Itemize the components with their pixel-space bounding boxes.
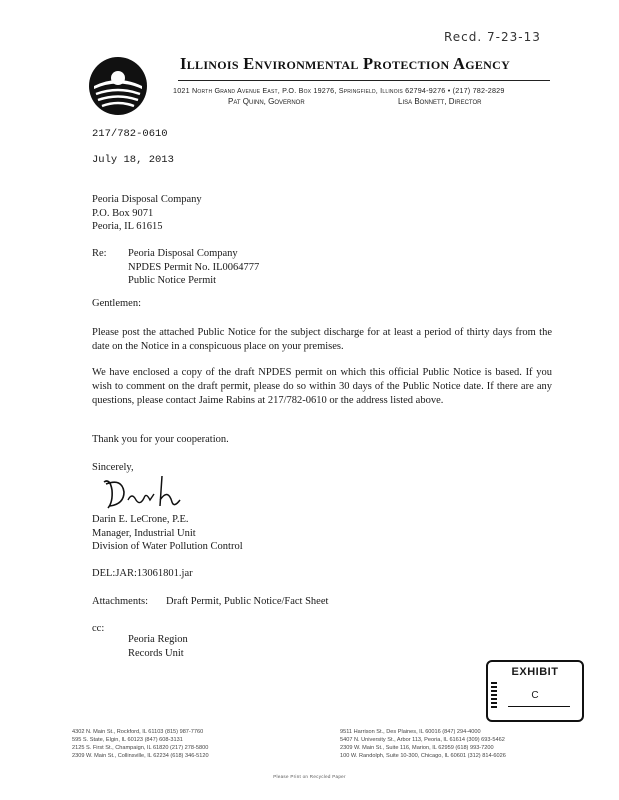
signer-title: Manager, Industrial Unit [92, 527, 196, 539]
governor-name: Pat Quinn, Governor [228, 97, 305, 106]
exhibit-title: EXHIBIT [511, 666, 559, 678]
recipient-line: Peoria Disposal Company [92, 194, 202, 205]
body-paragraph: We have enclosed a copy of the draft NPDES permit on which this official Public Notice is based. If you wish to comment on the draft permit, please do so within 30 days of the Public Notice date. If there are any questions, please contact Jaime Rabins at 217/782-0610 or the address listed above. [92, 367, 552, 406]
signer-name: Darin E. LeCrone, P.E. [92, 514, 189, 525]
footer-address: 4302 N. Main St., Rockford, IL 61103 (815) 987-7760 [72, 729, 204, 735]
re-label: Re: [92, 248, 107, 259]
director-name: Lisa Bonnett, Director [398, 97, 482, 106]
recycled-paper-note: Please Print on Recycled Paper [273, 774, 346, 779]
re-line: NPDES Permit No. IL0064777 [128, 261, 260, 273]
signer-division: Division of Water Pollution Control [92, 541, 243, 552]
reference-code: DEL:JAR:13061801.jar [92, 568, 193, 579]
footer-address: 595 S. State, Elgin, IL 60123 (847) 608-3131 [72, 737, 183, 743]
letterhead-divider [178, 80, 550, 81]
cc-label: cc: [92, 623, 105, 634]
signature-icon [100, 470, 190, 514]
phone-reference: 217/782-0610 [92, 128, 168, 140]
agency-address: 1021 North Grand Avenue East, P.O. Box 19276, Springfield, Illinois 62794-9276 • (217) 782-2829 [173, 86, 505, 95]
cc-line: Peoria Region [128, 634, 188, 645]
exhibit-underline [508, 706, 570, 707]
re-line: Public Notice Permit [128, 275, 217, 286]
footer-right-offices [340, 728, 506, 760]
recipient-block [92, 193, 202, 234]
exhibit-sticker [486, 660, 584, 722]
closing: Sincerely, [92, 462, 134, 473]
re-line: Peoria Disposal Company [128, 248, 238, 259]
re-block [128, 247, 259, 288]
footer-address: 2309 W. Main St., Suite 116, Marion, IL 62959 (618) 993-7200 [340, 745, 494, 751]
footer-address: 2125 S. First St., Champaign, IL 61820 (217) 278-5800 [72, 745, 209, 751]
footer-address: 9511 Harrison St., Des Plaines, IL 60016 (847) 294-4000 [340, 729, 481, 735]
attachments-label: Attachments: [92, 596, 148, 607]
agency-name: Illinois Environmental Protection Agency [180, 54, 511, 73]
salutation: Gentlemen: [92, 298, 141, 309]
body-paragraph: Please post the attached Public Notice for the subject discharge for at least a period of thirty days from the date on the Notice in a conspicuous place on your premises. [92, 327, 552, 352]
letter-date: July 18, 2013 [92, 154, 174, 166]
cc-line: Records Unit [128, 647, 184, 659]
recipient-line: P.O. Box 9071 [92, 207, 154, 219]
footer-address: 2309 W. Main St., Collinsville, IL 62234 (618) 346-5120 [72, 753, 209, 759]
signer-block [92, 513, 243, 554]
exhibit-value: C [531, 690, 539, 701]
footer-address: 5407 N. University St., Arbor 113, Peoria, IL 61614 (309) 693-5462 [340, 737, 505, 743]
footer-left-offices [72, 728, 209, 760]
attachments-value: Draft Permit, Public Notice/Fact Sheet [166, 596, 329, 607]
handwritten-received-note: Recd. 7-23-13 [444, 30, 541, 44]
cc-block [128, 633, 188, 660]
footer-address: 100 W. Randolph, Suite 10-300, Chicago, IL 60601 (312) 814-6026 [340, 753, 506, 759]
recipient-line: Peoria, IL 61615 [92, 221, 163, 232]
body-paragraph: Thank you for your cooperation. [92, 434, 229, 445]
agency-logo-icon [88, 56, 148, 116]
